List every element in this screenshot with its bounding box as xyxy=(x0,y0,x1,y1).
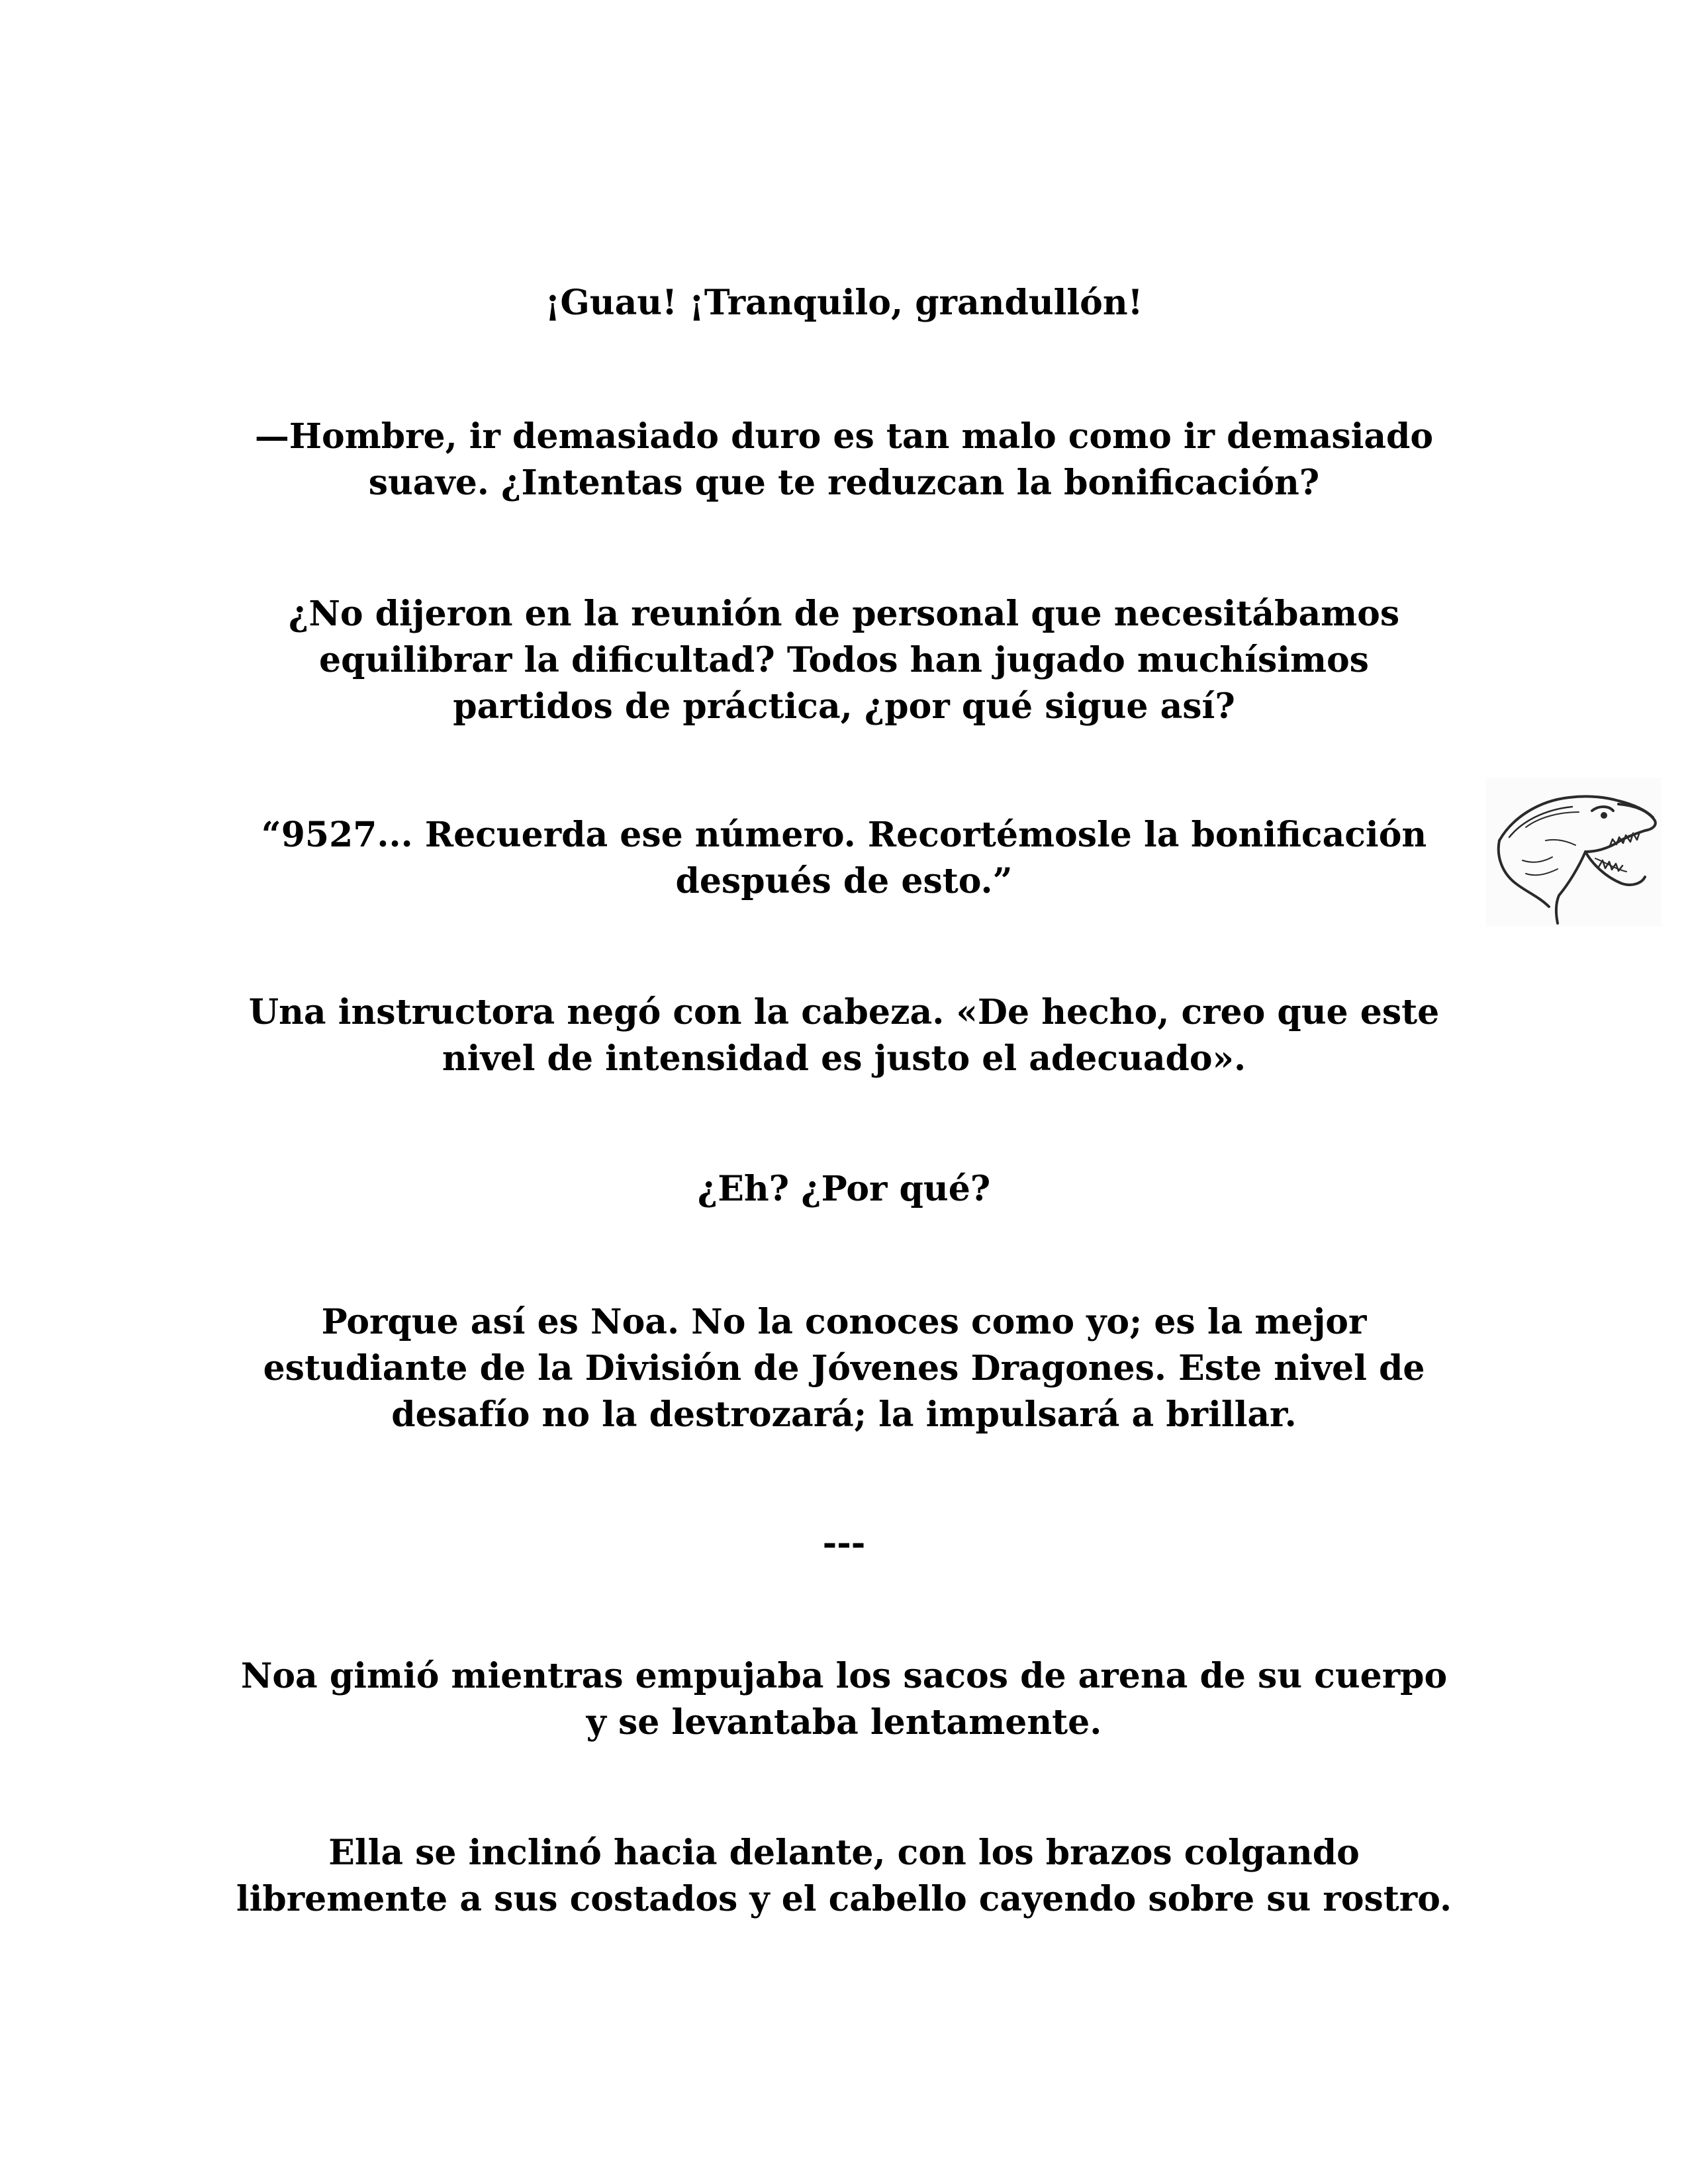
paragraph-line: estudiante de la División de Jóvenes Dragones. Este nivel de xyxy=(263,1348,1425,1388)
paragraph-6 xyxy=(199,1166,1489,1212)
paragraph-line: ¿Eh? ¿Por qué? xyxy=(697,1169,991,1209)
paragraph-line: después de esto.” xyxy=(675,861,1013,901)
paragraph-line: Noa gimió mientras empujaba los sacos de arena de su cuerpo xyxy=(240,1656,1448,1696)
paragraph-1 xyxy=(199,280,1489,326)
paragraph-line: equilibrar la dificultad? Todos han jugado muchísimos xyxy=(319,640,1369,680)
section-separator xyxy=(199,1520,1489,1567)
paragraph-line: ¿No dijeron en la reunión de personal que necesitábamos xyxy=(288,594,1400,634)
paragraph-line: ¡Guau! ¡Tranquilo, grandullón! xyxy=(545,283,1143,323)
paragraph-line: partidos de práctica, ¿por qué sigue así? xyxy=(453,686,1235,727)
paragraph-line: Ella se inclinó hacia delante, con los brazos colgando xyxy=(328,1833,1360,1873)
paragraph-8 xyxy=(199,1653,1489,1746)
paragraph-2 xyxy=(199,414,1489,506)
paragraph-line: suave. ¿Intentas que te reduzcan la bonificación? xyxy=(368,463,1320,503)
paragraph-9 xyxy=(199,1830,1489,1923)
paragraph-line: desafío no la destrozará; la impulsará a brillar. xyxy=(391,1394,1297,1435)
paragraph-line: —Hombre, ir demasiado duro es tan malo como ir demasiado xyxy=(254,416,1434,457)
paragraph-3 xyxy=(199,591,1489,730)
paragraph-5 xyxy=(199,989,1489,1082)
paragraph-line: “9527... Recuerda ese número. Recortémosle la bonificación xyxy=(261,815,1427,855)
paragraph-line: nivel de intensidad es justo el adecuado». xyxy=(442,1038,1246,1079)
paragraph-line: Porque así es Noa. No la conoces como yo; es la mejor xyxy=(321,1302,1367,1342)
dinosaur-head-icon xyxy=(1486,778,1662,927)
paragraph-line: libremente a sus costados y el cabello cayendo sobre su rostro. xyxy=(236,1879,1452,1919)
paragraph-line: Una instructora negó con la cabeza. «De hecho, creo que este xyxy=(248,992,1440,1032)
paragraph-line: y se levantaba lentamente. xyxy=(586,1702,1102,1743)
paragraph-7 xyxy=(199,1299,1489,1438)
separator-text: --- xyxy=(822,1523,866,1563)
paragraph-4 xyxy=(199,812,1489,905)
